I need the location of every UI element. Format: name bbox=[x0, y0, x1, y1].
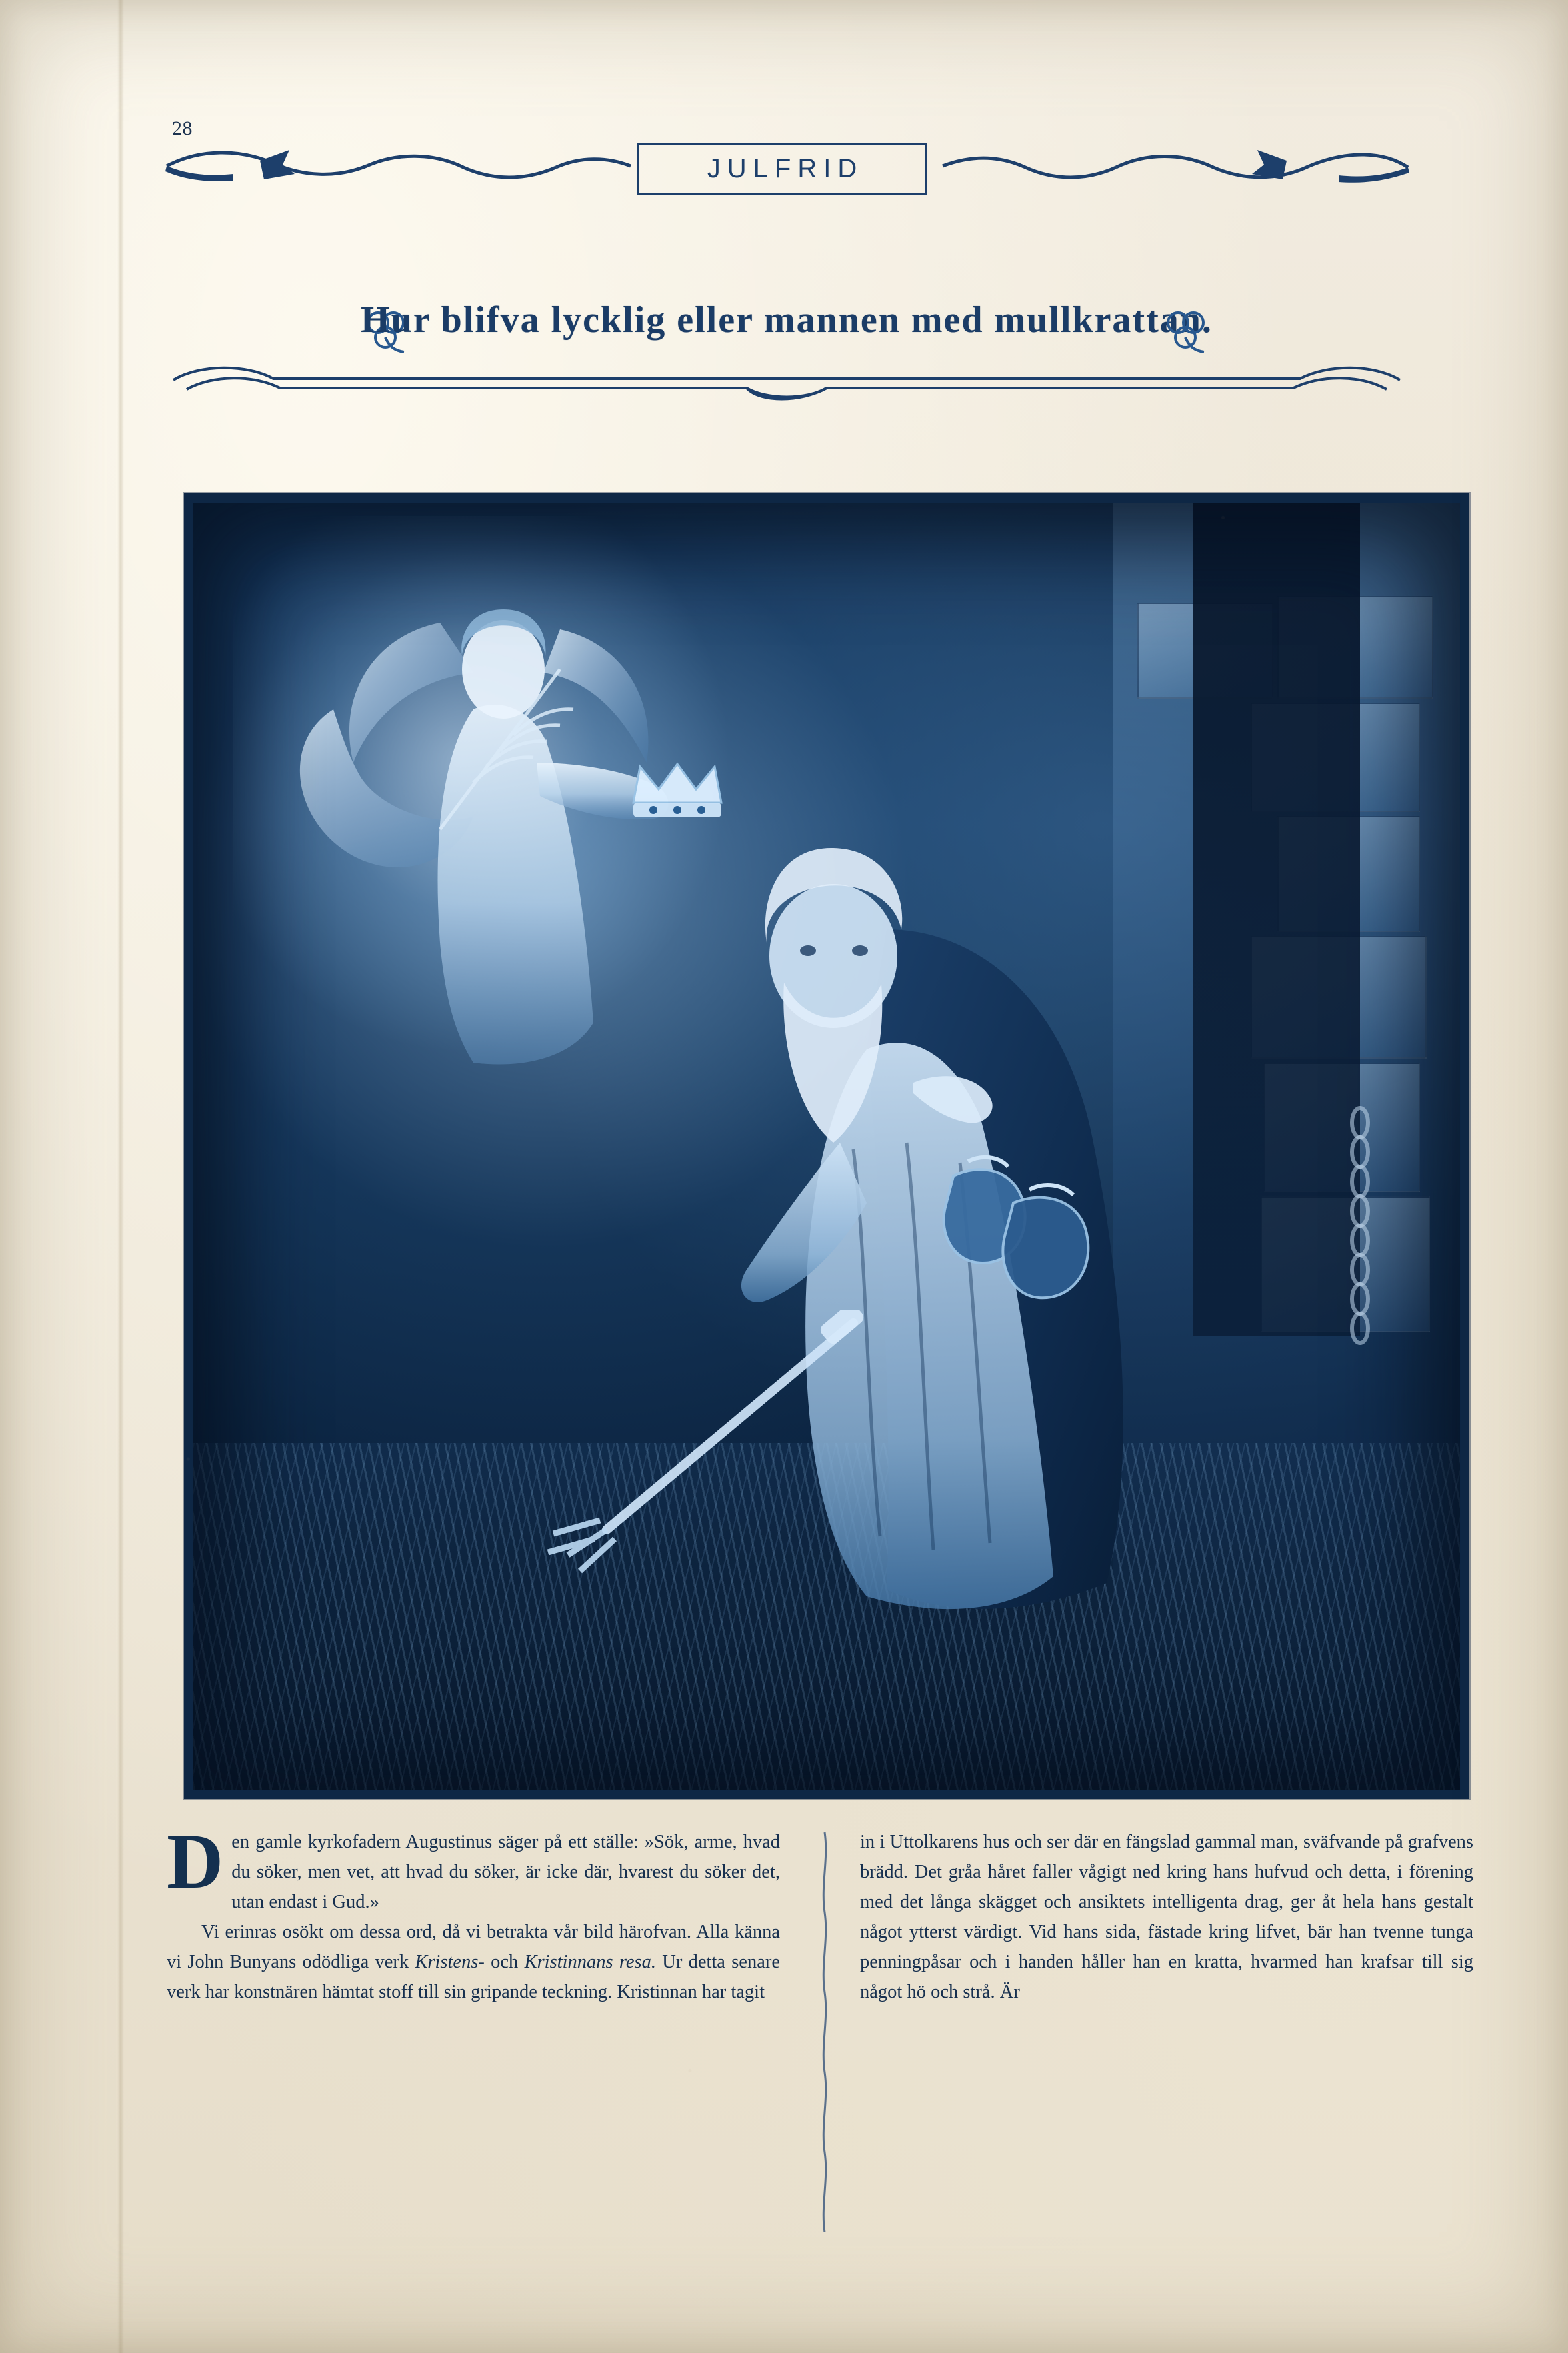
page-number: 28 bbox=[172, 117, 193, 139]
drop-cap: D bbox=[167, 1818, 224, 1905]
article-body bbox=[167, 1818, 1473, 2240]
crown-icon bbox=[633, 764, 721, 817]
text-column-right bbox=[860, 1827, 1473, 2007]
column-divider bbox=[820, 1832, 829, 2232]
paragraph-second: Vi erinras osökt om dessa ord, då vi betrakta vår bild härofvan. Alla känna vi John Bunyans odödliga verk Kristens- och Kristinnans resa. Ur detta senare verk har konstnären hämtat stoff till sin gripande teckning. Kristinnan har tagit bbox=[167, 1922, 780, 2002]
text-column-left bbox=[167, 1818, 780, 2007]
paragraph-text: in i Uttolkarens hus och ser där en fängslad gammal man, sväfvande på grafvens brädd. Det gråa håret faller vågigt ned kring hans hufvud och detta, i förening med det långa skägget och ansiktets intelligenta drag, ger åt hela hans gestalt något ytterst värdigt. Vid hans sida, fästade kring lifvet, bär han tvenne tunga penningpåsar och i handen håller han en kratta, hvarmed han krafsar till sig något hö och strå. Är bbox=[860, 1832, 1473, 2002]
dark-doorway bbox=[1193, 503, 1360, 1336]
paragraph-first bbox=[167, 1818, 780, 1917]
article-title: Hur blifva lycklig eller mannen med mullkrattan. bbox=[361, 299, 1213, 341]
paragraph-text: en gamle kyrkofadern Augustinus säger på ett ställe: »Sök, arme, hvad du söker, men vet, att hvad du söker, är icke där, hvarest du söker det, utan endast i Gud.» bbox=[231, 1832, 780, 1912]
illustration-plate bbox=[184, 493, 1469, 1799]
clover-ornament-icon bbox=[1160, 305, 1211, 356]
journal-title-box bbox=[637, 143, 927, 195]
illustration-image bbox=[193, 503, 1460, 1790]
heading-underline-ornament bbox=[160, 360, 1413, 413]
paper-fold bbox=[117, 0, 124, 2353]
muckrake bbox=[507, 1310, 880, 1590]
article-heading bbox=[160, 287, 1413, 413]
chain bbox=[1340, 1103, 1380, 1383]
journal-title: JULFRID bbox=[707, 153, 864, 183]
